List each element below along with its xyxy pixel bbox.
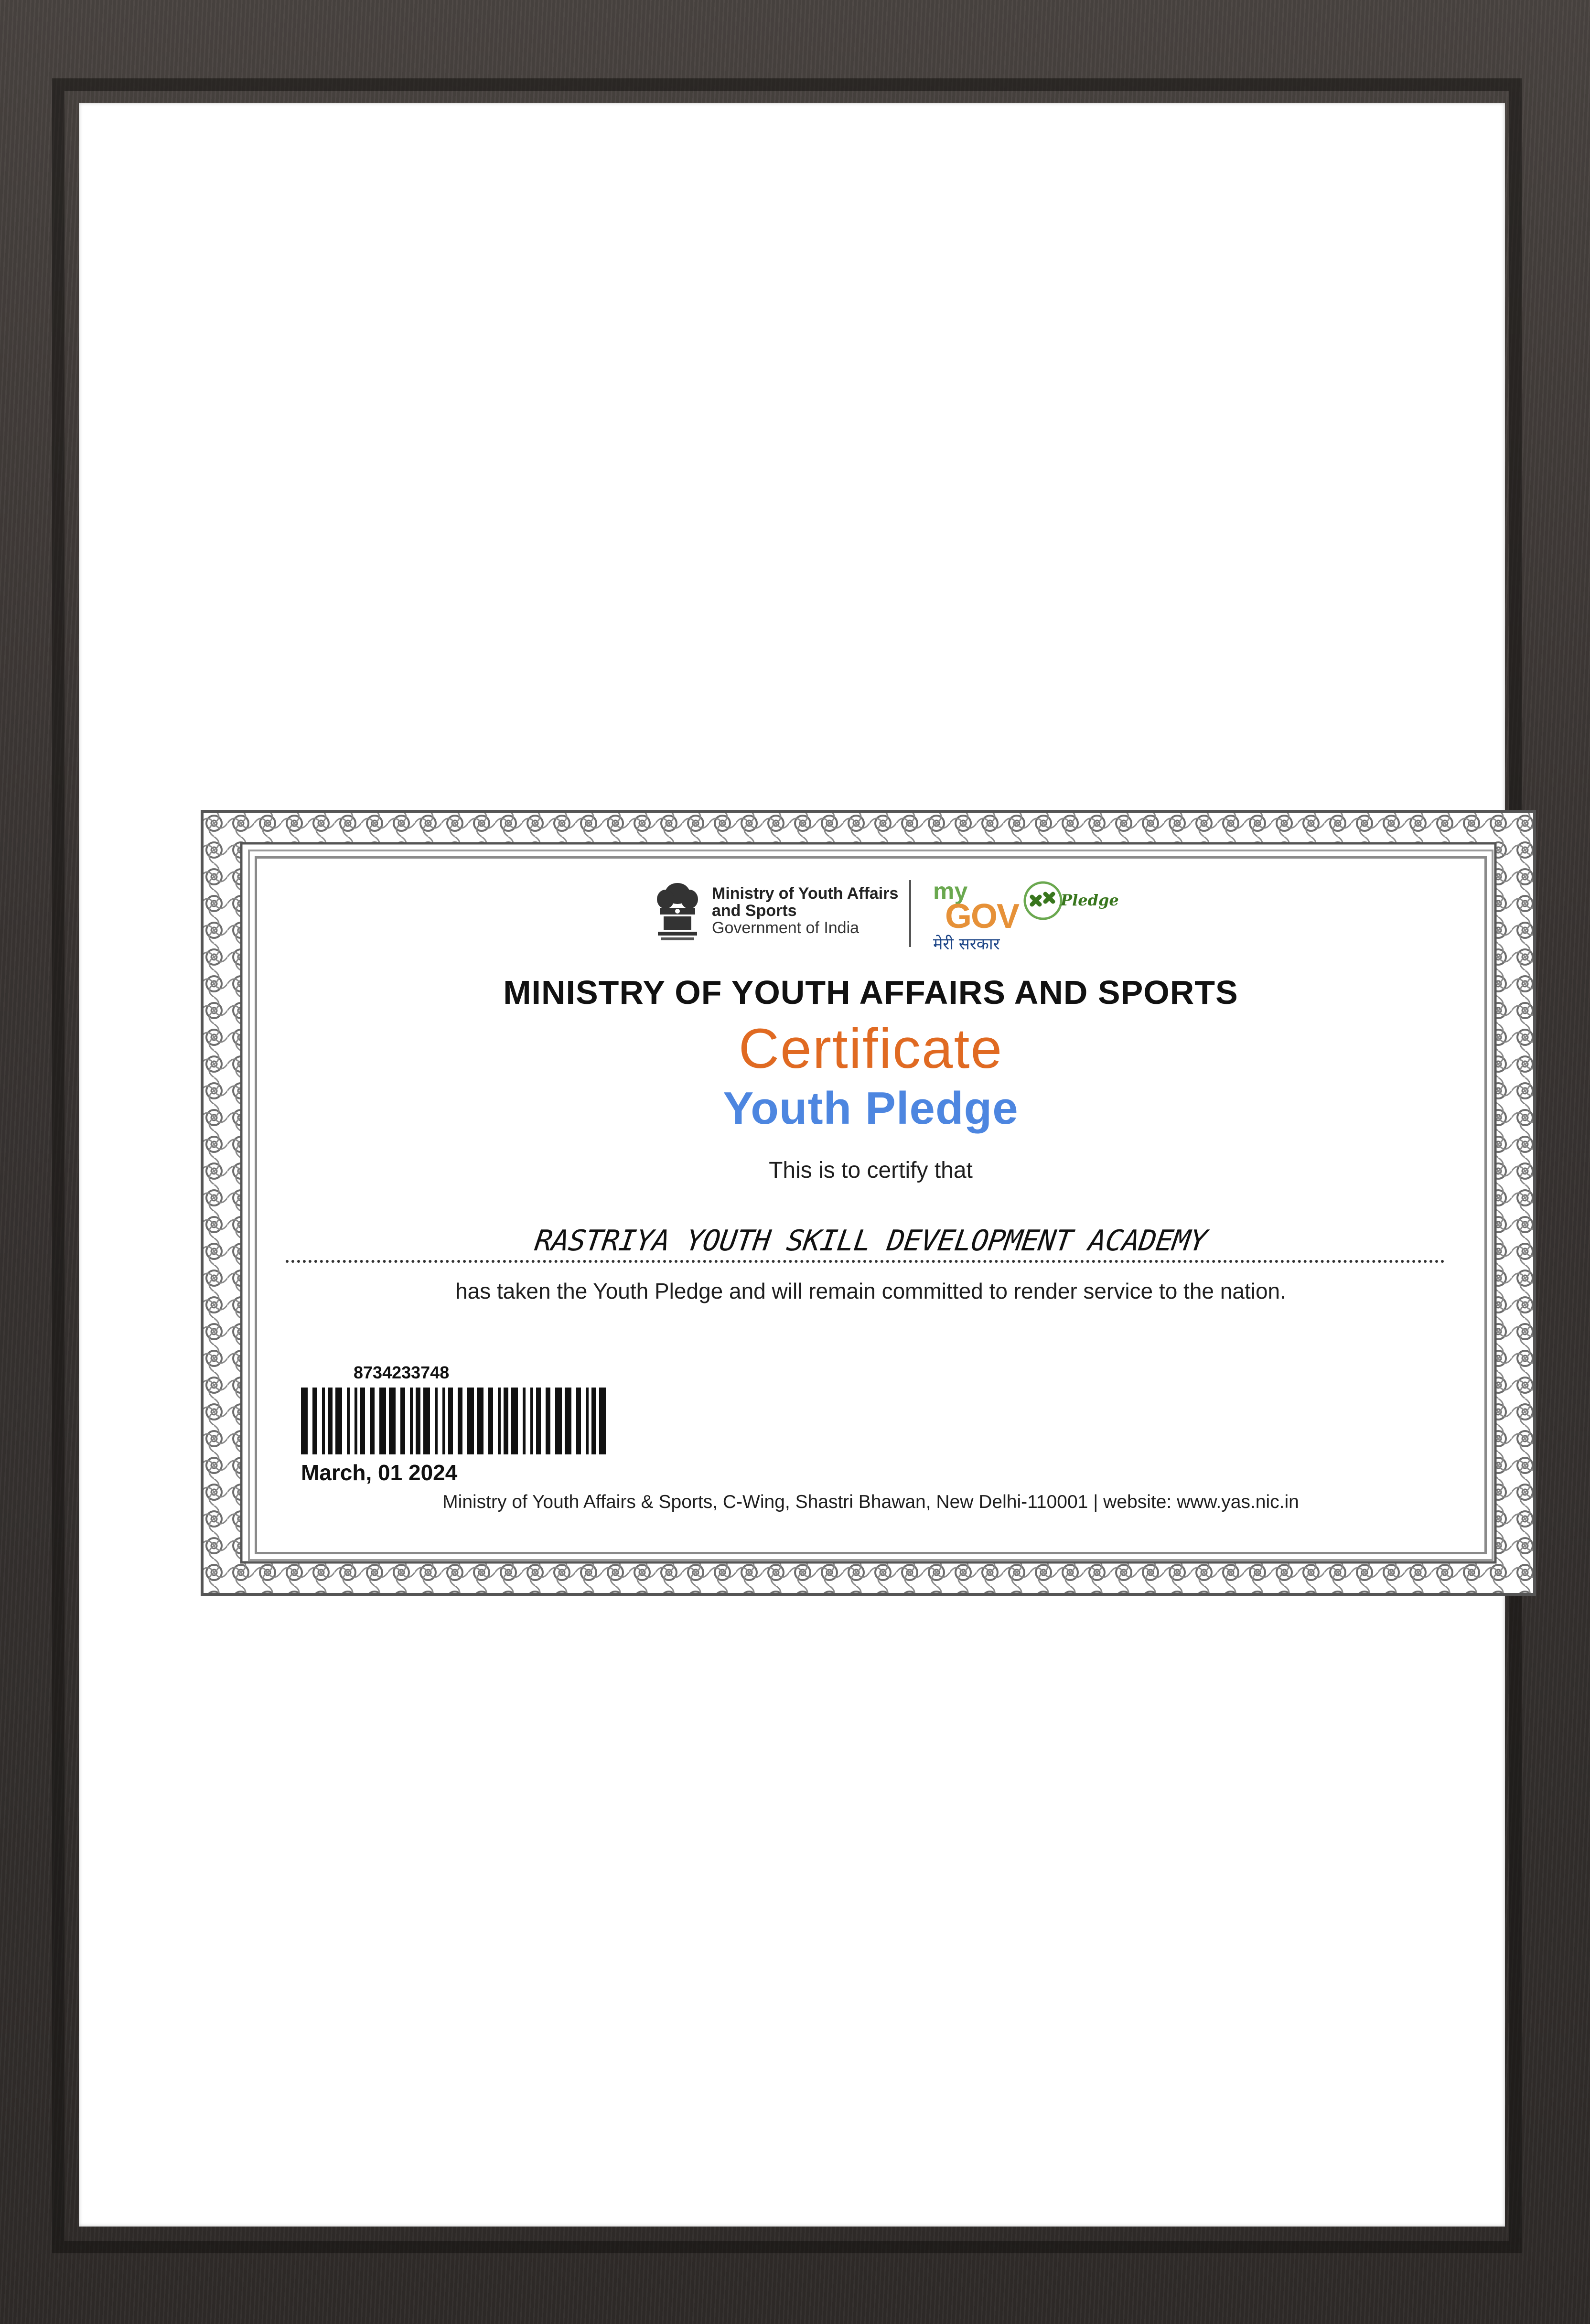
certify-line: This is to certify that [769,1158,973,1183]
barcode-bar [586,1388,589,1454]
barcode-bar [536,1388,541,1454]
mygov-my-text: my [933,878,968,904]
barcode-bar [379,1388,386,1454]
mygov-pledge-logo [931,878,1131,954]
recipient-name: RASTRIYA YOUTH SKILL DEVELOPMENT ACADEMY [533,1224,1209,1258]
ministry-logo-line3: Government of India [712,919,859,937]
barcode-bar [511,1388,518,1454]
barcode-bar [347,1388,350,1454]
barcode-bar [423,1388,430,1454]
certificate [201,810,1536,1596]
barcode-bar [546,1388,550,1454]
barcode [301,1388,607,1454]
barcode-bar [565,1388,571,1454]
ministry-logo-line2: and Sports [712,902,797,920]
name-dotted-line [286,1260,1445,1263]
barcode-bar [504,1388,508,1454]
barcode-bar [498,1388,501,1454]
logo-divider [909,880,911,947]
pledge-hands-icon [1025,882,1061,919]
pledge-statement: has taken the Youth Pledge and will remain committed to render service to the nation. [455,1279,1286,1303]
barcode-bar [435,1388,438,1454]
barcode-bar [467,1388,474,1454]
certificate-title: Certificate [738,1017,1003,1080]
barcode-bar [400,1388,405,1454]
pledge-badge-text: Pledge [1061,891,1119,909]
frame-paper-mat [79,103,1505,2227]
mygov-hindi-text: मेरी सरकार [933,935,1000,954]
issue-date: March, 01 2024 [301,1460,458,1485]
barcode-bar [458,1388,462,1454]
mygov-gov-text: GOV [945,897,1019,936]
barcode-bar [416,1388,420,1454]
barcode-bar [410,1388,413,1454]
national-emblem-icon [651,880,704,947]
ministry-logo-line1: Ministry of Youth Affairs [712,884,899,903]
certificate-panel [255,856,1487,1554]
barcode-bar [530,1388,533,1454]
barcode-bar [477,1388,483,1454]
pledge-subtitle: Youth Pledge [723,1083,1019,1134]
barcode-bar [370,1388,375,1454]
barcode-bar [322,1388,325,1454]
footer-address: Ministry of Youth Affairs & Sports, C-Wing, Shastri Bhawan, New Delhi-110001 | website: www.yas.nic.in [442,1492,1299,1512]
barcode-bar [328,1388,333,1454]
barcode-bar [599,1388,606,1454]
barcode-bar [555,1388,562,1454]
ministry-logo-text [712,885,898,936]
barcode-bar [335,1388,342,1454]
barcode-bar [355,1388,357,1454]
barcode-bar [523,1388,526,1454]
barcode-bar [448,1388,453,1454]
barcode-bar [389,1388,396,1454]
ministry-heading: MINISTRY OF YOUTH AFFAIRS AND SPORTS [503,974,1238,1011]
barcode-bar [360,1388,365,1454]
serial-number: 8734233748 [354,1363,450,1382]
barcode-bar [591,1388,596,1454]
barcode-bar [442,1388,445,1454]
barcode-bar [576,1388,581,1454]
barcode-bar [488,1388,493,1454]
barcode-bar [312,1388,317,1454]
barcode-bar [301,1388,308,1454]
